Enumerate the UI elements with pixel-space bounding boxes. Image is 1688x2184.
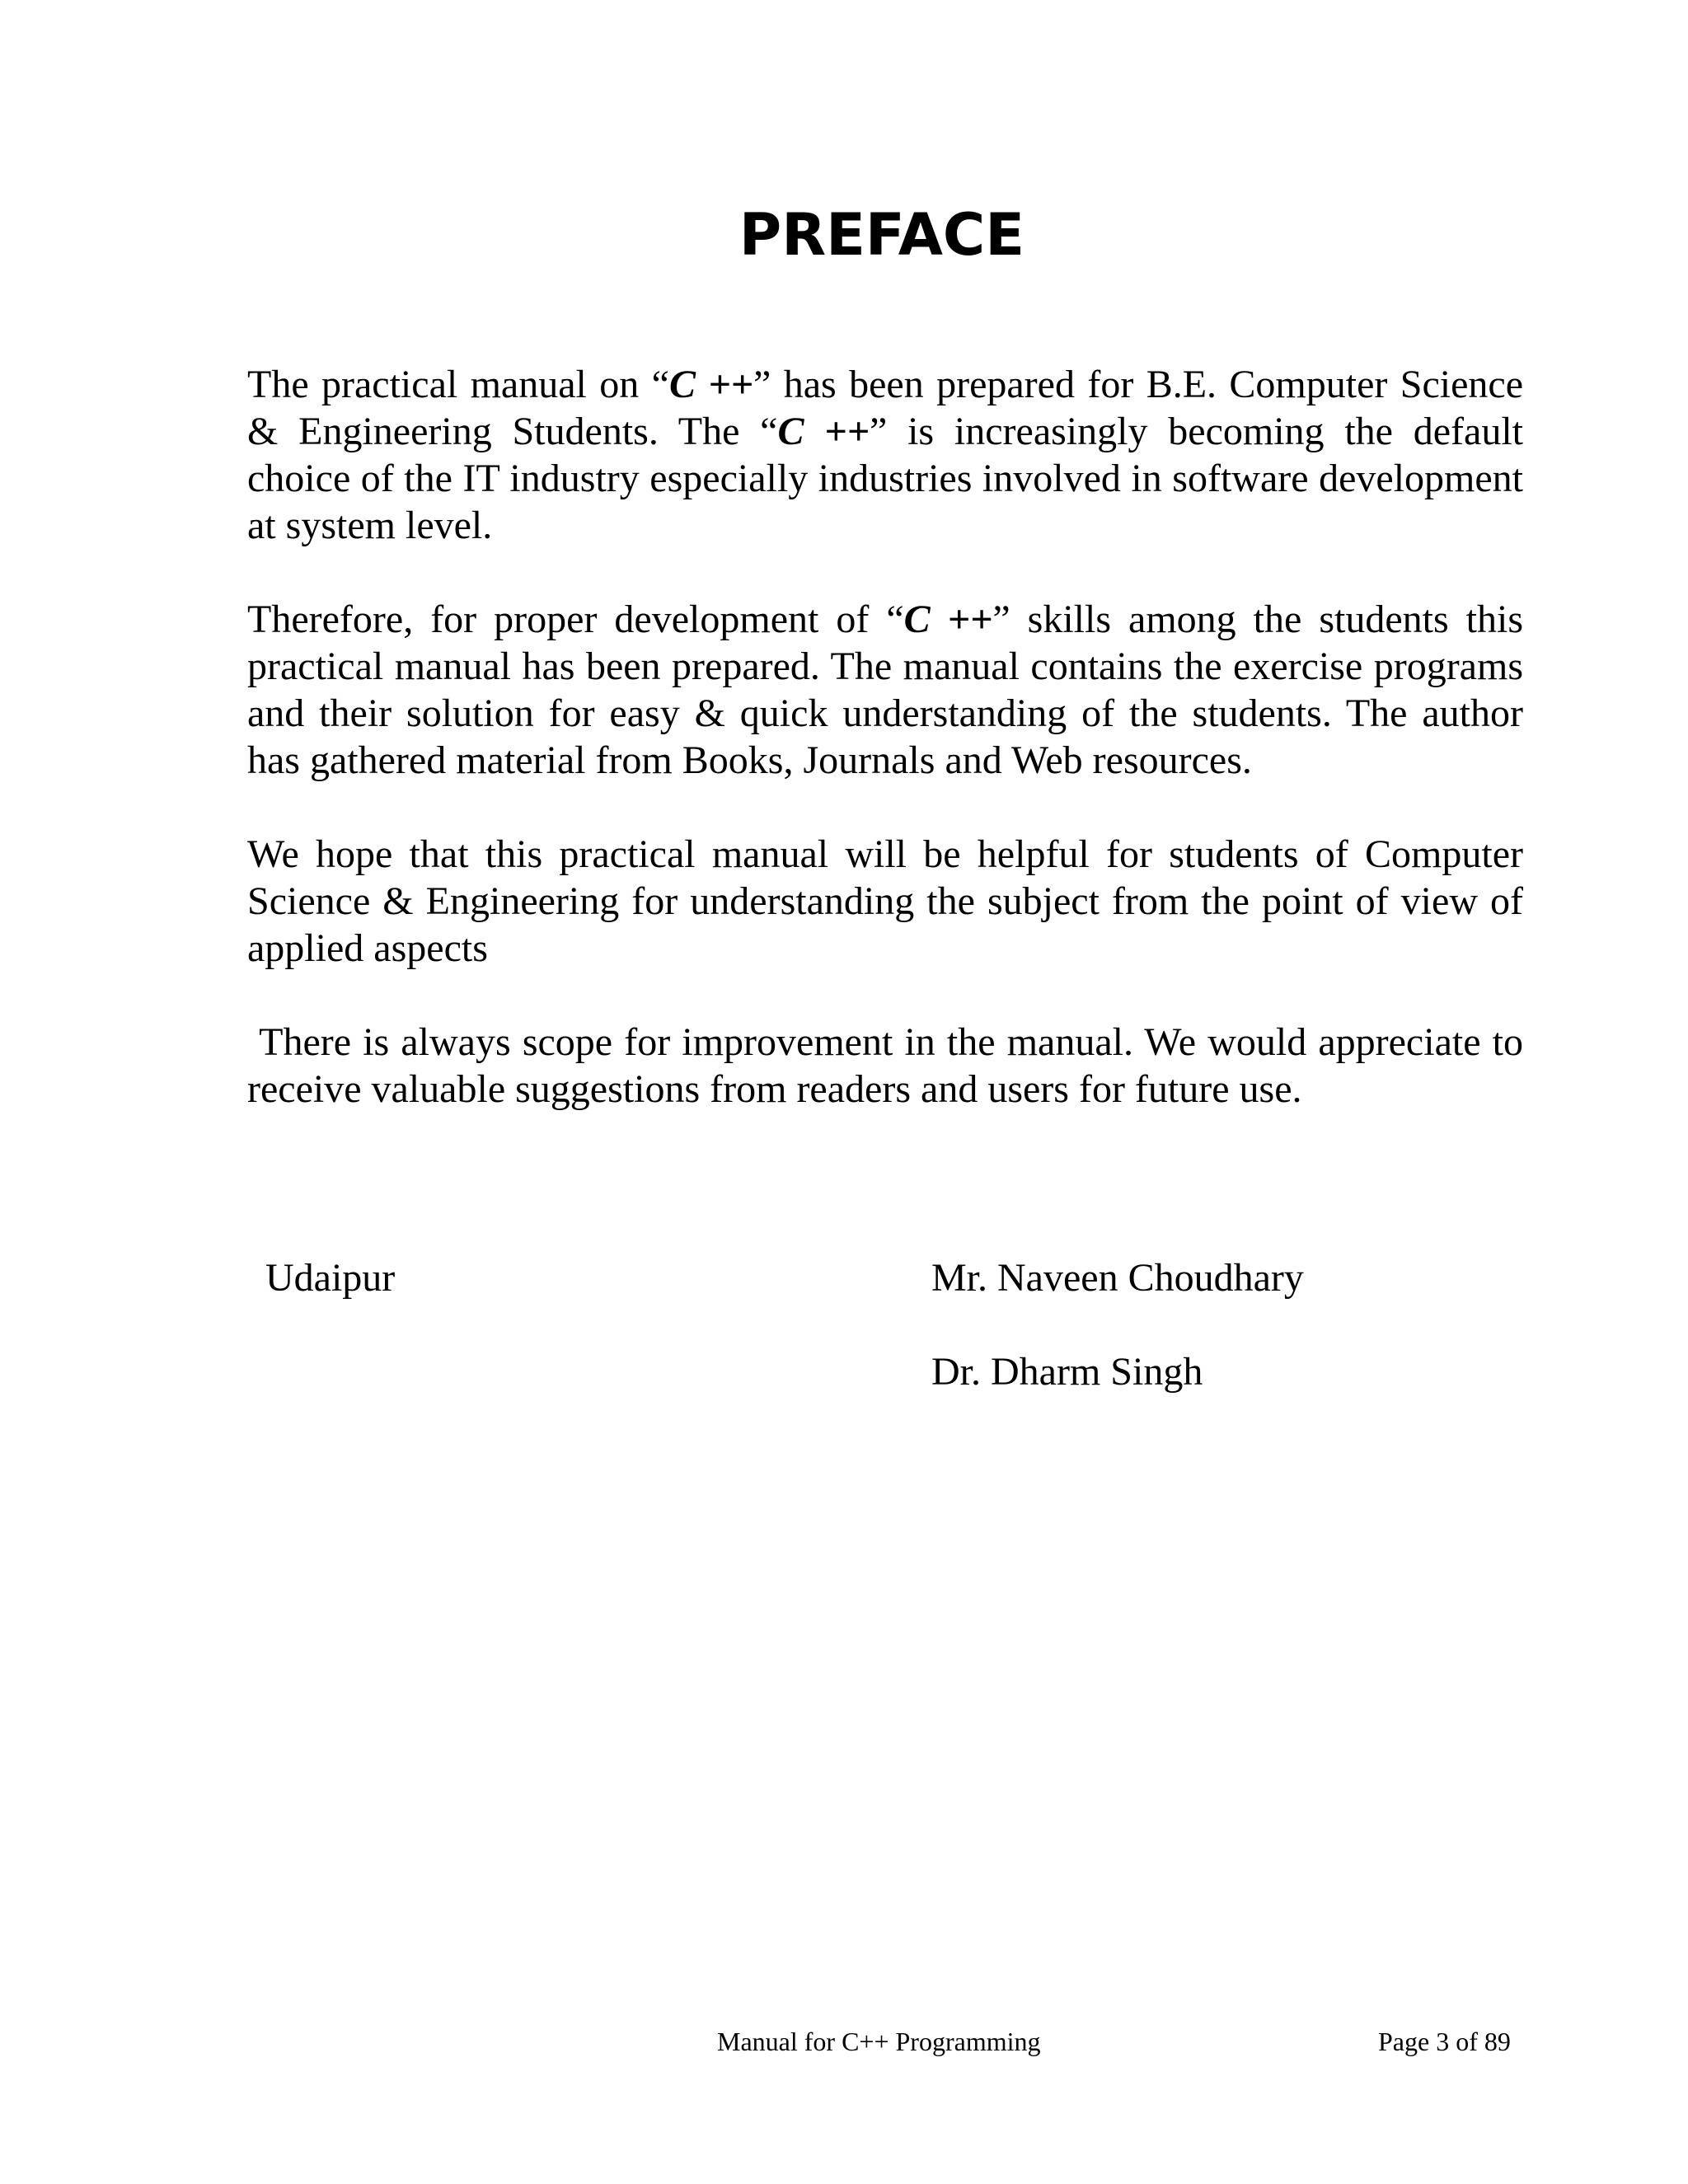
footer-page-number: Page 3 of 89 [1378,2027,1511,2056]
paragraph-3: We hope that this practical manual will be helpful for students of Computer Science & Engineering for understanding the subject from the point of view of applied aspects [247,832,1523,970]
paragraph-2-cpp: C ++ [903,598,993,641]
author-name: Mr. Naveen Choudhary [931,1256,1304,1300]
paragraph-1-cpp-a: C ++ [668,363,754,406]
paragraph-2-text-b: ” skills among the students this practical manual has been prepared. The manual contains the exercise programs and their solution for easy & quick understanding of the students. The author has gathered material from Books, Journals and Web resources. [247,598,1523,782]
paragraph-1 [247,361,1523,549]
footer-title: Manual for C++ Programming [717,2027,1041,2056]
paragraph-1-text-b: ” has been prepared for B.E. Computer Science & Engineering Students. The “ [247,363,1524,453]
paragraph-2 [247,596,1523,784]
paragraph-4: There is always scope for improvement in the manual. We would appreciate to receive valuable suggestions from readers and users for future use. [247,1020,1534,1111]
paragraph-1-text-c: ” is increasingly becoming the default choice of the IT industry especially industries involved in software development at system level. [247,410,1524,547]
author-list [931,1254,1304,1442]
preface-body [247,361,1534,1160]
author-name: Dr. Dharm Singh [931,1350,1203,1394]
paragraph-2-text-a: Therefore, for proper development of “ [247,598,904,641]
place-name: Udaipur [265,1256,396,1300]
paragraph-1-cpp-b: C ++ [777,410,870,453]
paragraph-1-text-a: The practical manual on “ [247,363,669,406]
page-title: PREFACE [738,201,1025,269]
